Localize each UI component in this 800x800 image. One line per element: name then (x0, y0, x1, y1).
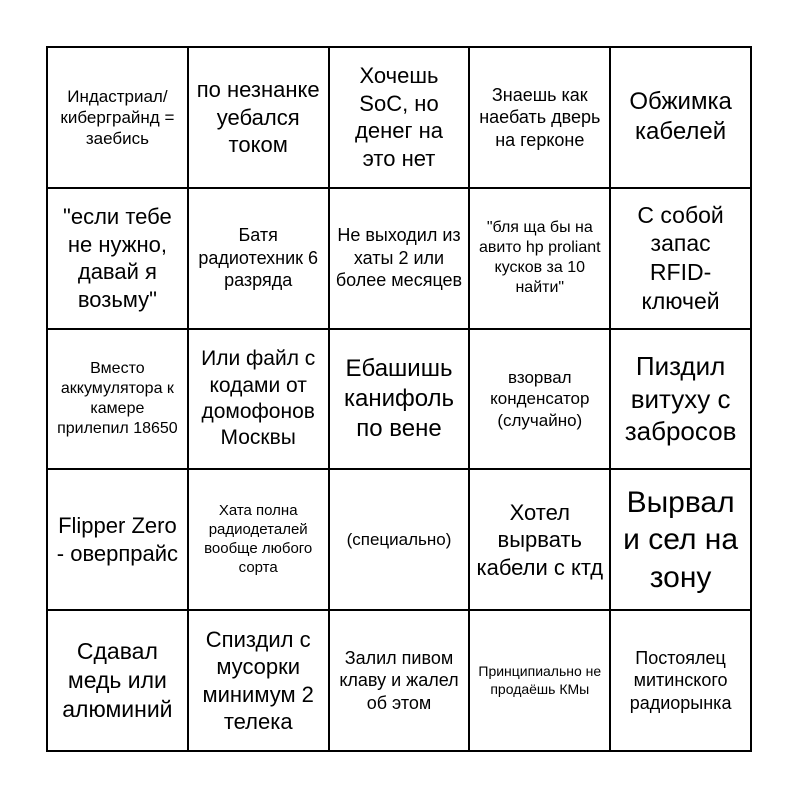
bingo-cell[interactable]: Знаешь как наебать дверь на герконе (470, 48, 611, 189)
bingo-cell[interactable]: Пиздил витуху с забросов (611, 330, 752, 471)
bingo-cell[interactable]: Не выходил из хаты 2 или более месяцев (330, 189, 471, 330)
bingo-cell[interactable]: по незнанке уебался током (189, 48, 330, 189)
bingo-cell[interactable]: "бля ща бы на авито hp proliant кусков за 10 найти" (470, 189, 611, 330)
bingo-cell[interactable]: Залил пивом клаву и жалел об этом (330, 611, 471, 752)
bingo-cell[interactable]: Обжимка кабелей (611, 48, 752, 189)
bingo-cell[interactable]: Спиздил с мусорки минимум 2 телека (189, 611, 330, 752)
bingo-cell[interactable]: Принципиально не продаёшь КМы (470, 611, 611, 752)
bingo-cell[interactable]: Индастриал/ киберграйнд = заебись (48, 48, 189, 189)
bingo-cell[interactable]: С собой запас RFID-ключей (611, 189, 752, 330)
bingo-cell[interactable]: Батя радиотехник 6 разряда (189, 189, 330, 330)
bingo-cell[interactable]: Хата полна радиодеталей вообще любого сорта (189, 470, 330, 611)
bingo-cell[interactable]: Вместо аккумулятора к камере прилепил 18650 (48, 330, 189, 471)
bingo-board (46, 46, 752, 752)
bingo-cell[interactable]: взорвал конденсатор (случайно) (470, 330, 611, 471)
bingo-cell[interactable]: Хотел вырвать кабели с ктд (470, 470, 611, 611)
bingo-cell[interactable]: Flipper Zero - оверпрайс (48, 470, 189, 611)
bingo-cell[interactable]: Сдавал медь или алюминий (48, 611, 189, 752)
bingo-cell[interactable]: Хочешь SoC, но денег на это нет (330, 48, 471, 189)
bingo-cell[interactable]: Или файл с кодами от домофонов Москвы (189, 330, 330, 471)
bingo-cell[interactable]: Ебашишь канифоль по вене (330, 330, 471, 471)
bingo-cell[interactable]: "если тебе не нужно, давай я возьму" (48, 189, 189, 330)
bingo-cell[interactable]: (специально) (330, 470, 471, 611)
bingo-cell[interactable]: Постоялец митинского радиорынка (611, 611, 752, 752)
bingo-cell[interactable]: Вырвал и сел на зону (611, 470, 752, 611)
